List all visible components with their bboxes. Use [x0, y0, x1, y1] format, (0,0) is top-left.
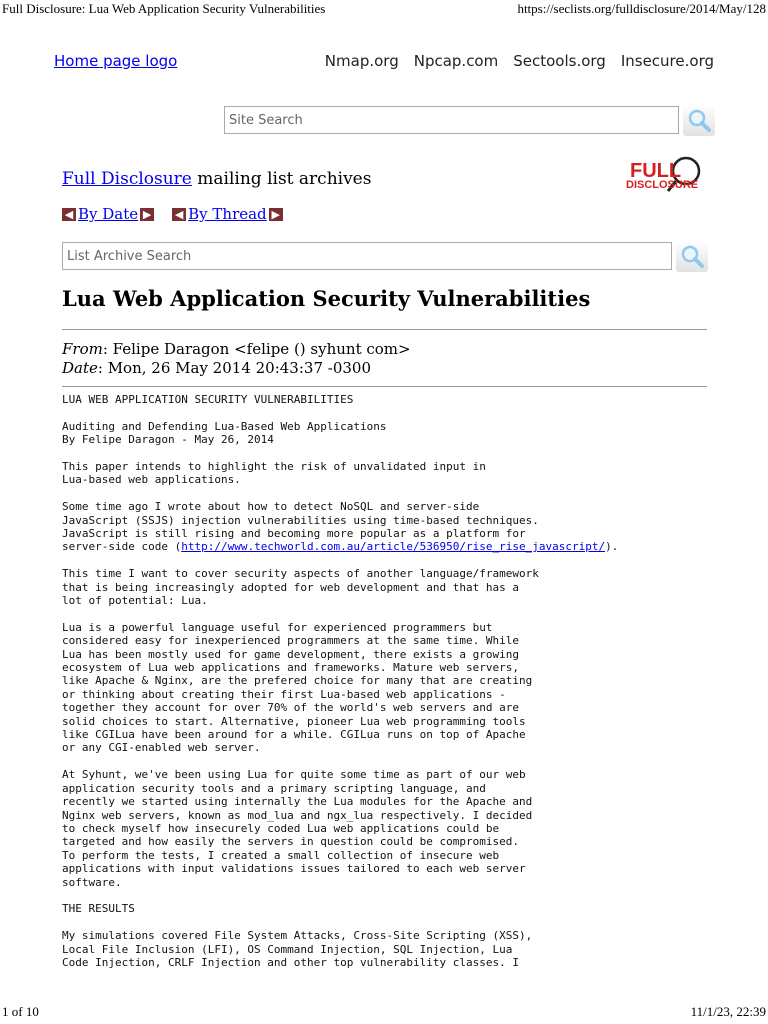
site-search-button[interactable] [683, 104, 715, 136]
message-body [62, 393, 722, 983]
print-page-url: https://seclists.org/fulldisclosure/2014/May/128 [517, 1, 766, 16]
full-disclosure-logo [624, 153, 708, 197]
logo-text-full: FULL [630, 160, 682, 182]
archive-heading-suffix: mailing list archives [191, 169, 372, 189]
techworld-article-link[interactable]: http://www.techworld.com.au/article/536950/rise_rise_javascript/ [181, 540, 606, 554]
thread-navigation [62, 205, 283, 223]
nav-link-npcap[interactable]: Npcap.com [413, 52, 499, 70]
site-search-input[interactable] [224, 106, 679, 134]
by-thread-link[interactable]: By Thread [188, 205, 267, 223]
site-search-bar [224, 104, 715, 136]
nav-link-insecure[interactable]: Insecure.org [620, 52, 714, 70]
link-line-suffix: ). [605, 540, 619, 554]
body-paragraph: At Syhunt, we've been using Lua for quite some time as part of our web application security tools and a primary scripting language, and recently we started using internally the Lua modules for the Apache and Nginx web servers, known as mod_lua and ngx_lua respectively. I decided to check myself how insecurely coded Lua web applications could be targeted and how easily the servers in question could be compromised. To perform the tests, I created a small collection of insecure web applications with input validations issues tailored to each web server software. [62, 768, 533, 889]
list-search-button[interactable] [676, 240, 708, 272]
nav-link-nmap[interactable]: Nmap.org [324, 52, 399, 70]
home-logo-link[interactable]: Home page logo [54, 52, 178, 70]
print-footer [0, 1004, 768, 1024]
date-label: Date [62, 359, 98, 377]
date-value: : Mon, 26 May 2014 20:43:37 -0300 [97, 359, 372, 377]
by-date-link[interactable]: By Date [78, 205, 139, 223]
top-navigation [54, 50, 714, 74]
magnifier-icon [686, 107, 712, 133]
divider [62, 329, 707, 330]
message-date [62, 359, 371, 377]
divider [62, 386, 707, 387]
next-thread-arrow-icon[interactable]: ▶ [269, 208, 283, 221]
print-page-title: Full Disclosure: Lua Web Application Security Vulnerabilities [2, 1, 326, 16]
site-nav-links [325, 52, 714, 70]
magnifier-icon [679, 243, 705, 269]
nav-link-sectools[interactable]: Sectools.org [513, 52, 606, 70]
next-arrow-icon[interactable]: ▶ [140, 208, 154, 221]
body-link-line [62, 540, 722, 553]
body-paragraph: My simulations covered File System Attacks, Cross-Site Scripting (XSS), Local File Inclusion (LFI), OS Command Injection, SQL Injection, Lua Code Injection, CRLF Injection and other top vulnerability classes. I [62, 929, 533, 969]
print-datetime: 11/1/23, 22:39 [690, 1004, 766, 1019]
body-paragraph: THE RESULTS [62, 902, 135, 916]
body-paragraph: LUA WEB APPLICATION SECURITY VULNERABILITIES [62, 393, 354, 406]
full-disclosure-link[interactable]: Full Disclosure [62, 169, 192, 189]
body-paragraph: Lua is a powerful language useful for experienced programmers but considered easy for inexperienced programmers at the same time. While Lua has been mostly used for game development, there exists a growing ecosystem of Lua web applications and frameworks. Mature web servers, like Apache & Nginx, are the prefered choice for many that are creating or thinking about creating their first Lua-based web applications - together they account for over 70% of the world's web servers and are solid choices to start. Alternative, pioneer Lua web programming tools like CGILua have been around for a while. CGILua runs on top of Apache or any CGI-enabled web server. [62, 620, 533, 755]
body-paragraph: This paper intends to highlight the risk of unvalidated input in Lua-based web applications. [62, 460, 486, 487]
print-page-number: 1 of 10 [2, 1004, 39, 1019]
from-value: : Felipe Daragon <felipe () syhunt com> [102, 340, 411, 358]
link-line-prefix: server-side code ( [62, 540, 182, 554]
prev-arrow-icon[interactable]: ◀ [62, 208, 76, 221]
prev-thread-arrow-icon[interactable]: ◀ [172, 208, 186, 221]
body-paragraph: Auditing and Defending Lua-Based Web Applications By Felipe Daragon - May 26, 2014 [62, 419, 387, 447]
message-from [62, 340, 411, 358]
body-paragraph: This time I want to cover security aspects of another language/framework that is being increasingly adopted for web development and that has a lot of potential: Lua. [62, 567, 539, 608]
print-header [0, 0, 768, 20]
list-archive-search-bar [62, 240, 708, 272]
message-subject: Lua Web Application Security Vulnerabilities [62, 286, 591, 311]
list-archive-heading [62, 169, 371, 189]
list-archive-search-input[interactable] [62, 242, 672, 270]
body-paragraph: Some time ago I wrote about how to detect NoSQL and server-side JavaScript (SSJS) injection vulnerabilities using time-based techniques. JavaScript is still rising and becoming more popular as a platform for [62, 500, 539, 541]
logo-text-disclosure: DISCLOSURE [626, 179, 699, 191]
from-label: From [62, 340, 103, 358]
